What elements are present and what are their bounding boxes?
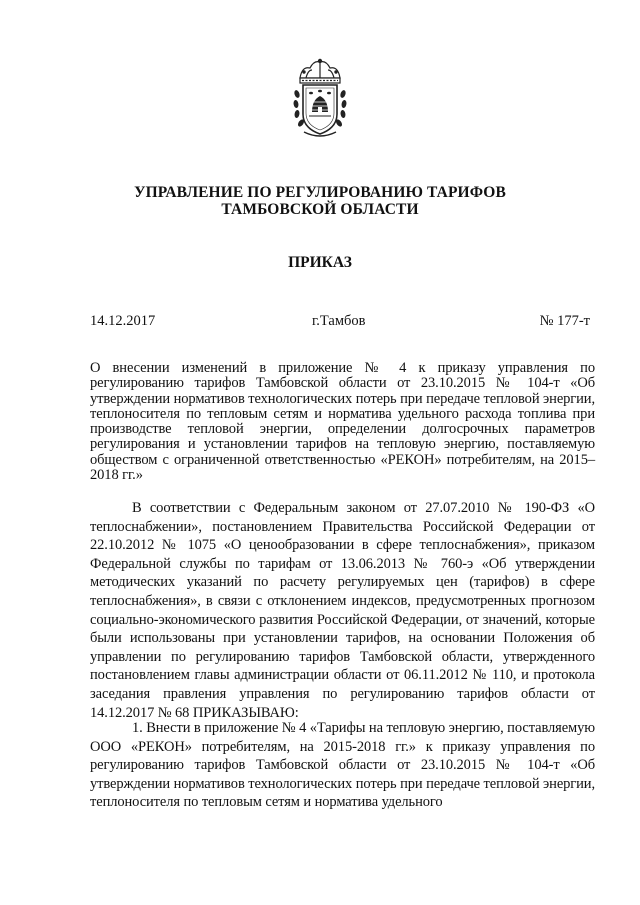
organization-name-line-1: УПРАВЛЕНИЕ ПО РЕГУЛИРОВАНИЮ ТАРИФОВ bbox=[134, 184, 506, 201]
organization-name-line-2: ТАМБОВСКОЙ ОБЛАСТИ bbox=[221, 201, 419, 218]
document-meta-row bbox=[90, 312, 590, 330]
coat-of-arms-icon bbox=[292, 58, 348, 140]
body-paragraph-item-1: 1. Внести в приложение № 4 «Тарифы на тепловую энергию, поставляемую ООО «РЕКОН» потребителям, на 2015-2018 гг.» к приказу управления по регулированию тарифов Тамбовской области от 23.10.2015 № 104-т «Об утверждении нормативов технологических потерь при передаче тепловой энергии, теплоносителя по тепловым сетям и норматива удельного bbox=[90, 720, 595, 811]
body-paragraph-preamble: В соответствии с Федеральным законом от 27.07.2010 № 190-ФЗ «О теплоснабжении», постановлением Правительства Российской Федерации от 22.10.2012 № 1075 «О ценообразовании в сфере теплоснабжения», приказом Федеральной службы по тарифам от 13.06.2013 № 760-э «Об утверждении методических указаний по расчету регулируемых цен (тарифов) в сфере теплоснабжения», в связи с отклонением индексов, предусмотренных прогнозом социально-экономического развития Российской Федерации, от значений, которые были использованы при установлении тарифов, на основании Положения об управлении по регулированию тарифов Тамбовской области, утвержденного постановлением главы администрации области от 06.11.2012 № 110, и протокола заседания правления управления по регулированию тарифов области от 14.12.2017 № 68 ПРИКАЗЫВАЮ: bbox=[90, 500, 595, 721]
organization-name bbox=[90, 184, 550, 218]
document-subject: О внесении изменений в приложение № 4 к приказу управления по регулированию тарифов Тамбовской области от 23.10.2015 № 104-т «Об утверждении нормативов технологических потерь при передаче тепловой энергии, теплоносителя по тепловым сетям и норматива удельного расхода топлива при производстве тепловой энергии, определении долгосрочных параметров регулирования и установлении тарифов на тепловую энергию, поставляемую обществом с ограниченной ответственностью «РЕКОН» потребителям, на 2015–2018 гг.» bbox=[90, 360, 595, 484]
document-type: ПРИКАЗ bbox=[288, 254, 352, 271]
document-city: г.Тамбов bbox=[312, 313, 366, 329]
document-number: № 177-т bbox=[539, 313, 590, 329]
document-date: 14.12.2017 bbox=[90, 313, 156, 329]
